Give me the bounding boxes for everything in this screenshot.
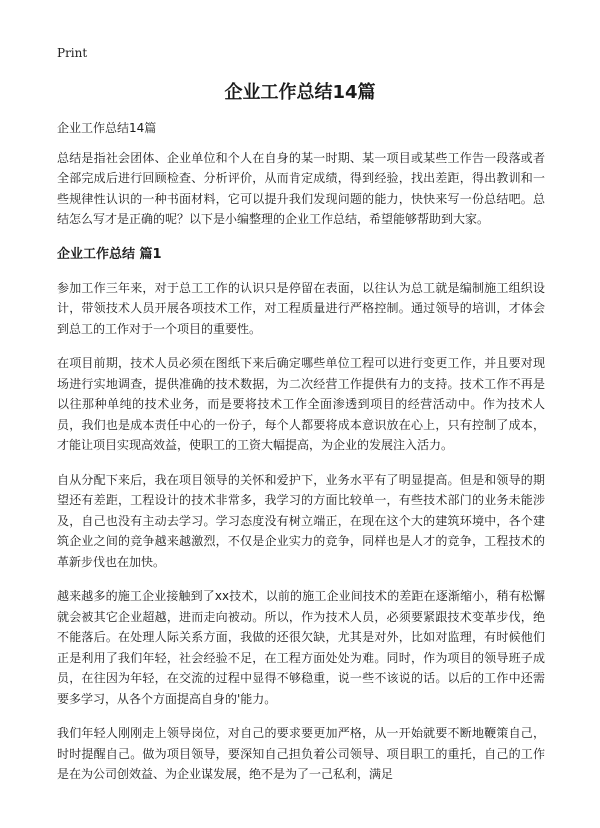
print-link[interactable]: Print bbox=[57, 46, 88, 60]
document-title: 企业工作总结14篇 bbox=[224, 82, 376, 103]
document-subtitle: 企业工作总结14篇 bbox=[57, 121, 157, 135]
body-paragraph: 在项目前期，技术人员必须在图纸下来后确定哪些单位工程可以进行变更工作，并且要对现场进行实地调查，提供准确的技术数据，为二次经营工作提供有力的支持。技术工作不再是以往那种单纯的技术业务，而是要将技术工作全面渗透到项目的经营活动中。作为技术人员，我们也是成本责任中心的一份子，每个人都要将成本意识放在心上，只有控制了成本，才能让项目实现高效益，使职工的工资大幅提高，为企业的发展注入活力。 bbox=[57, 356, 545, 452]
intro-paragraph: 总结是指社会团体、企业单位和个人在自身的某一时期、某一项目或某些工作告一段落或者全部完成后进行回顾检查、分析评价，从而肯定成绩，得到经验，找出差距，得出教训和一些规律性认识的一种书面材料，它可以提升我们发现问题的能力，快快来写一份总结吧。总结怎么写才是正确的呢？以下是小编整理的企业工作总结，希望能够帮助到大家。 bbox=[57, 150, 545, 226]
body-paragraph: 越来越多的施工企业接触到了xx技术，以前的施工企业间技术的差距在逐渐缩小，稍有松懈就会被其它企业超越，进而走向被动。所以，作为技术人员，必须要紧跟技术变革步伐，绝不能落后。在处理人际关系方面，我做的还很欠缺，尤其是对外，比如对监理，有时候他们正是利用了我们年轻，社会经验不足，在工程方面处处为难。同时，作为项目的领导班子成员，在往因为年轻，在交流的过程中显得不够稳重，说一些不该说的话。以后的工作中还需要多学习，从各个方面提高自身的'能力。 bbox=[57, 589, 545, 706]
document-body bbox=[57, 118, 545, 799]
section-heading: 企业工作总结 篇1 bbox=[57, 246, 162, 262]
body-paragraph: 我们年轻人刚刚走上领导岗位，对自己的要求要更加严格，从一开始就要不断地鞭策自己，时时提醒自己。做为项目领导，要深知自己担负着公司领导、项目职工的重托，自己的工作是在为公司创效益、为企业谋发展，绝不是为了一己私利，满足 bbox=[57, 726, 545, 781]
body-paragraph: 自从分配下来后，我在项目领导的关怀和爱护下，业务水平有了明显提高。但是和领导的期望还有差距，工程设计的技术非常多，我学习的方面比较单一，有些技术部门的业务未能涉及，自己也没有主动去学习。学习态度没有树立端正，在现在这个大的建筑环境中，各个建筑企业之间的竞争越来越激烈，不仅是企业实力的竞争，同样也是人才的竞争，工程技术的革新步伐也在加快。 bbox=[57, 472, 545, 569]
body-paragraph: 参加工作三年来，对于总工工作的认识只是停留在表面，以往认为总工就是编制施工组织设计，带领技术人员开展各项技术工作，对工程质量进行严格控制。通过领导的培训，才体会到总工的工作对于一个项目的重要性。 bbox=[57, 280, 545, 336]
